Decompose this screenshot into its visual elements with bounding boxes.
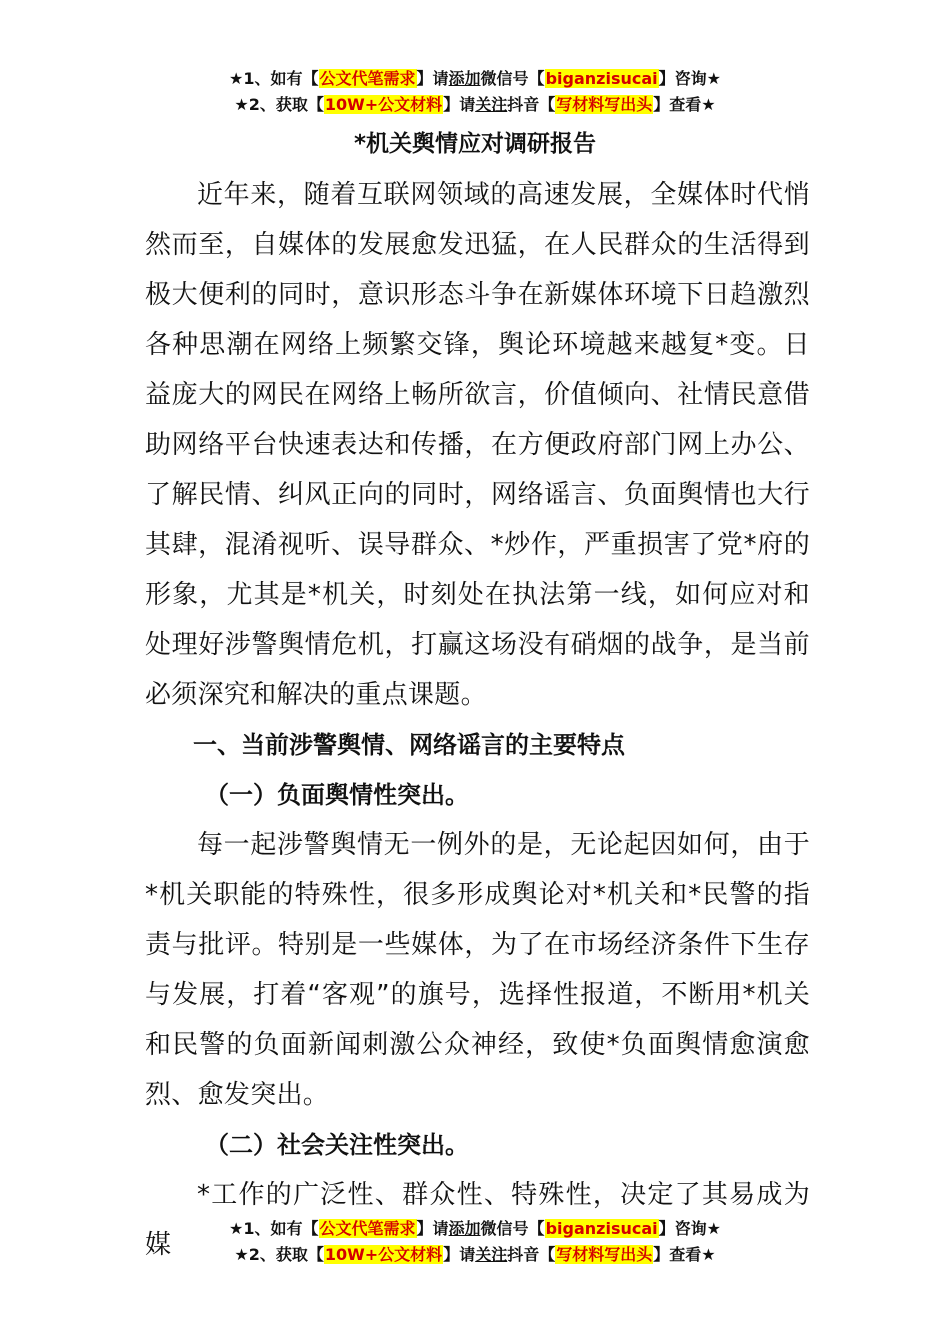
banner-underlined: 关注 <box>475 1245 508 1264</box>
header-banner <box>0 66 950 118</box>
banner-text: ★2、获取【 <box>234 95 324 114</box>
banner-highlight: 写材料写出头 <box>556 95 653 114</box>
banner-text: 微信号【 <box>480 69 545 88</box>
banner-text: 】请 <box>443 95 476 114</box>
banner-text: 抖音【 <box>507 1245 556 1264</box>
banner-text: 】请 <box>416 69 449 88</box>
banner-text: 】请 <box>416 1219 449 1238</box>
banner-highlight: biganzisucai <box>545 1219 658 1238</box>
subsection-paragraph: 每一起涉警舆情无一例外的是，无论起因如何，由于*机关职能的特殊性，很多形成舆论对*机关和*民警的指责与批评。特别是一些媒体，为了在市场经济条件下生存与发展，打着“客观”的旗号，选择性报道，不断用*机关和民警的负面新闻刺激公众神经，致使*负面舆情愈演愈烈、愈发突出。 <box>145 830 810 1110</box>
banner-underlined: 添加 <box>448 1219 481 1238</box>
intro-paragraph: 近年来，随着互联网领域的高速发展，全媒体时代悄然而至，自媒体的发展愈发迅猛，在人民群众的生活得到极大便利的同时，意识形态斗争在新媒体环境下日趋激烈各种思潮在网络上频繁交锋，舆论环境越来越复*变。日益庞大的网民在网络上畅所欲言，价值倾向、社情民意借助网络平台快速表达和传播，在方便政府部门网上办公、了解民情、纠风正向的同时，网络谣言、负面舆情也大行其肆，混淆视听、误导群众、*炒作，严重损害了党*府的形象，尤其是*机关，时刻处在执法第一线，如何应对和处理好涉警舆情危机，打赢这场没有硝烟的战争，是当前必须深究和解决的重点课题。 <box>145 180 810 710</box>
banner-highlight: 公文代笔需求 <box>319 1219 416 1238</box>
section-heading: 一、当前涉警舆情、网络谣言的主要特点 <box>193 731 625 759</box>
banner-underlined: 添加 <box>448 69 481 88</box>
banner-line-2 <box>0 1242 950 1268</box>
document-title: *机关舆情应对调研报告 <box>353 131 597 157</box>
banner-text: ★2、获取【 <box>234 1245 324 1264</box>
banner-highlight: 10W+公文材料 <box>324 1245 443 1264</box>
banner-underlined: 关注 <box>475 95 508 114</box>
banner-text: 抖音【 <box>507 95 556 114</box>
banner-highlight: 写材料写出头 <box>556 1245 653 1264</box>
banner-line-1 <box>0 66 950 92</box>
banner-text: 微信号【 <box>480 1219 545 1238</box>
banner-text: 】查看★ <box>653 95 716 114</box>
banner-text: ★1、如有【 <box>229 1219 319 1238</box>
banner-highlight: 10W+公文材料 <box>324 95 443 114</box>
document-body <box>145 170 810 1270</box>
banner-line-1 <box>0 1216 950 1242</box>
banner-text: 】咨询★ <box>658 1219 721 1238</box>
banner-text: ★1、如有【 <box>229 69 319 88</box>
banner-highlight: biganzisucai <box>545 69 658 88</box>
banner-text: 】查看★ <box>653 1245 716 1264</box>
banner-line-2 <box>0 92 950 118</box>
banner-text: 】咨询★ <box>658 69 721 88</box>
subsection-heading: （一）负面舆情性突出。 <box>205 781 469 809</box>
subsection-paragraph: *工作的广泛性、群众性、特殊性，决定了其易成为媒 <box>145 1180 810 1260</box>
banner-text: 】请 <box>443 1245 476 1264</box>
subsection-heading: （二）社会关注性突出。 <box>205 1131 469 1159</box>
footer-banner <box>0 1216 950 1268</box>
banner-highlight: 公文代笔需求 <box>319 69 416 88</box>
